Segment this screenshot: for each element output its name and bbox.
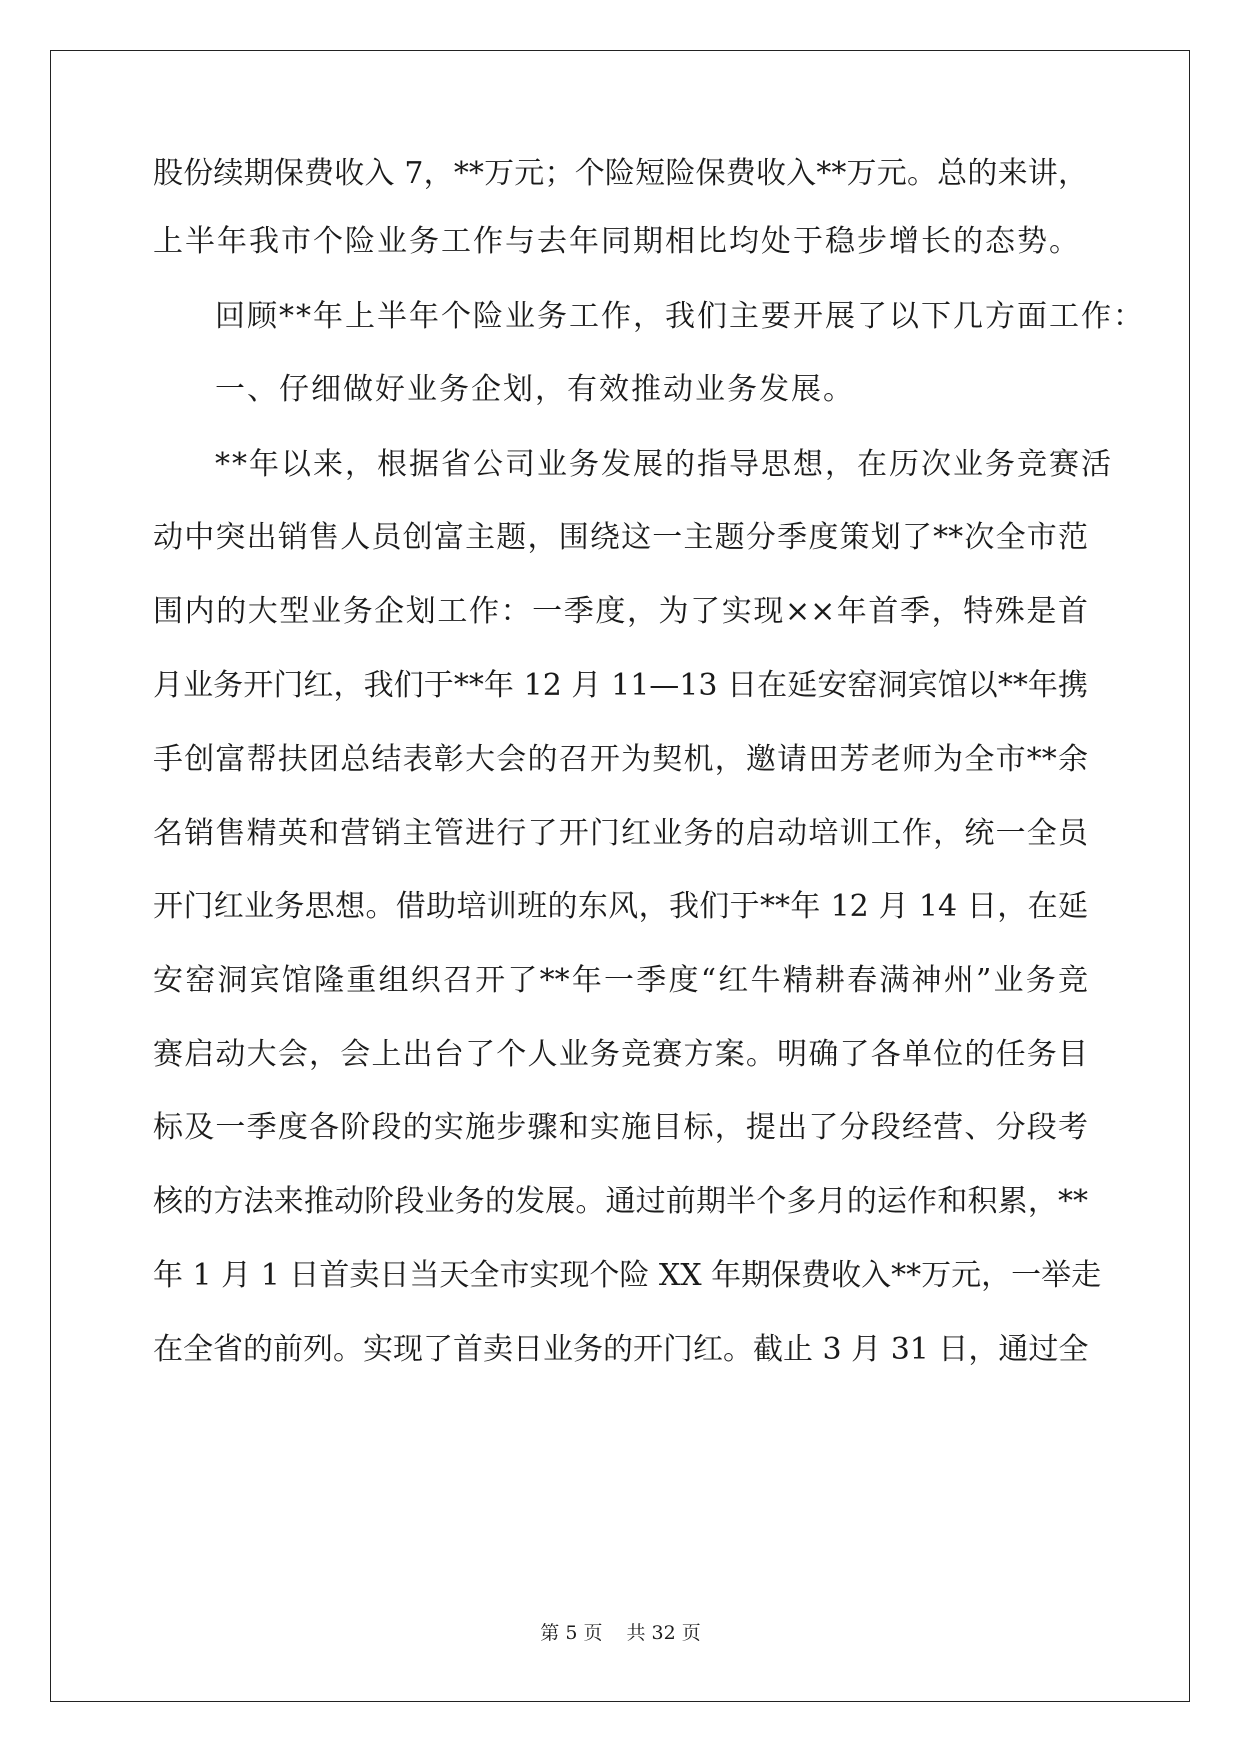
text-line-15: 核的方法来推动阶段业务的发展。通过前期半个多月的运作和积累，** bbox=[153, 1184, 1088, 1219]
text-line-8: 月业务开门红，我们于**年 12 月 11—13 日在延安窑洞宾馆以**年携 bbox=[153, 668, 1088, 703]
page-number: 第 5 页 bbox=[540, 1622, 603, 1644]
text-line-6: 动中突出销售人员创富主题，围绕这一主题分季度策划了**次全市范 bbox=[153, 520, 1088, 555]
text-line-11: 开门红业务思想。借助培训班的东风，我们于**年 12 月 14 日，在延 bbox=[153, 889, 1088, 924]
text-line-13: 赛启动大会，会上出台了个人业务竞赛方案。明确了各单位的任务目 bbox=[153, 1037, 1088, 1072]
text-line-14: 标及一季度各阶段的实施步骤和实施目标，提出了分段经营、分段考 bbox=[153, 1110, 1088, 1145]
text-line-17: 在全省的前列。实现了首卖日业务的开门红。截止 3 月 31 日，通过全 bbox=[153, 1332, 1089, 1367]
page-footer bbox=[0, 1621, 1241, 1645]
total-pages: 共 32 页 bbox=[626, 1622, 701, 1644]
section-heading-1: 一、仔细做好业务企划，有效推动业务发展。 bbox=[215, 372, 855, 407]
text-line-12: 安窑洞宾馆隆重组织召开了**年一季度“红牛精耕春满神州”业务竞 bbox=[153, 963, 1088, 998]
text-line-1: 股份续期保费收入 7，**万元；个险短险保费收入**万元。总的来讲， bbox=[153, 156, 1088, 191]
text-line-2: 上半年我市个险业务工作与去年同期相比均处于稳步增长的态势。 bbox=[153, 224, 1081, 259]
text-line-7: 围内的大型业务企划工作：一季度，为了实现××年首季，特殊是首 bbox=[153, 594, 1088, 629]
text-line-10: 名销售精英和营销主管进行了开门红业务的启动培训工作，统一全员 bbox=[153, 816, 1088, 851]
text-line-5: **年以来，根据省公司业务发展的指导思想，在历次业务竞赛活 bbox=[215, 447, 1113, 482]
text-line-9: 手创富帮扶团总结表彰大会的召开为契机，邀请田芳老师为全市**余 bbox=[153, 742, 1088, 777]
text-line-16: 年 1 月 1 日首卖日当天全市实现个险 XX 年期保费收入**万元，一举走 bbox=[153, 1258, 1102, 1293]
text-line-3: 回顾**年上半年个险业务工作，我们主要开展了以下几方面工作： bbox=[215, 299, 1145, 334]
